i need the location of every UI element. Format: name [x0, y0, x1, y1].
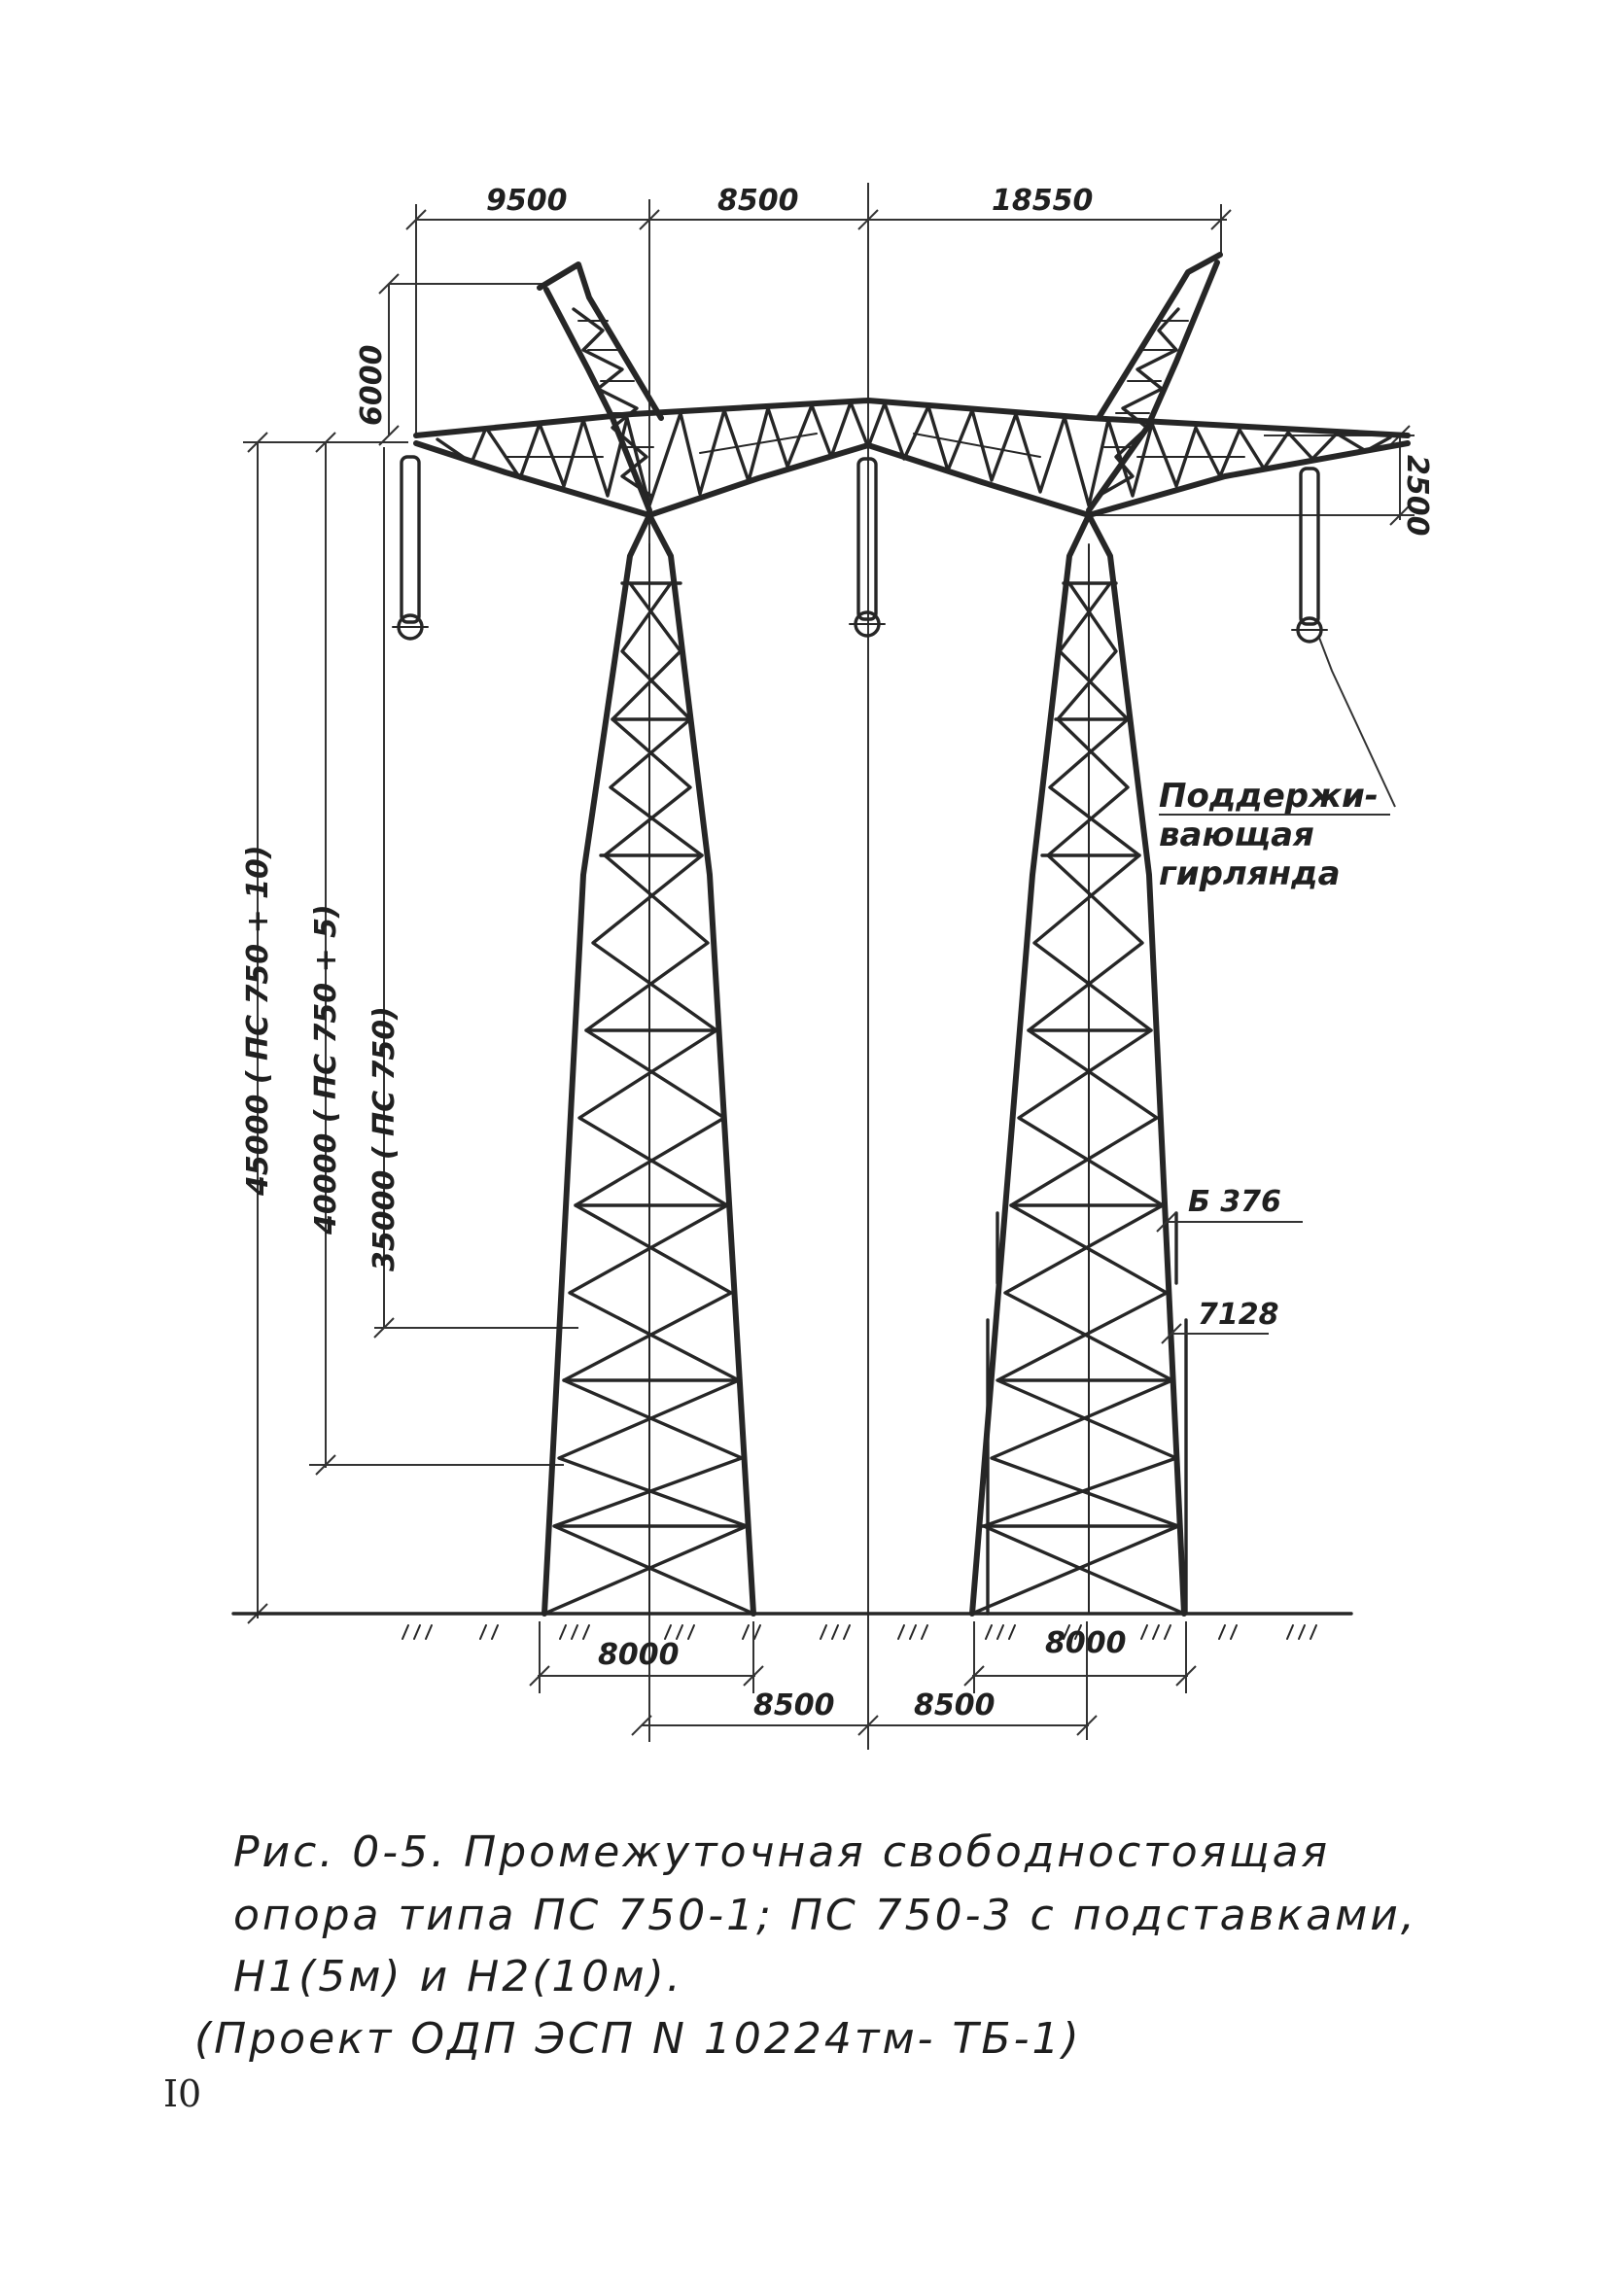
label-line-2: вающая	[1159, 816, 1314, 854]
dim-extension-2: 7128	[1198, 1298, 1279, 1332]
dim-height-45000: 45000 ( ПС 750 + 10)	[241, 845, 275, 1196]
caption-line-2: опора типа ПС 750-1; ПС 750-3 с подставками,	[233, 1891, 1417, 1940]
dim-top-span-2: 8500	[717, 184, 799, 218]
insulator-string-right	[1292, 469, 1395, 807]
page-number: I0	[163, 2072, 202, 2115]
insulator-string-left	[393, 457, 428, 639]
dim-base-offset-right: 8500	[914, 1688, 996, 1722]
dim-top-span-1: 9500	[486, 184, 568, 218]
ground-line	[233, 1614, 1351, 1639]
caption-line-4: (Проект ОДП ЭСП N 10224тм- ТБ-1)	[194, 2014, 1082, 2064]
dim-top-span-3: 18550	[992, 184, 1094, 218]
dim-crossarm-depth: 2500	[1400, 455, 1434, 537]
caption-line-3: Н1(5м) и Н2(10м).	[233, 1952, 683, 2001]
crossarm-beam	[416, 400, 1408, 515]
height-dimensions	[241, 433, 578, 1623]
dim-height-35000: 35000 ( ПС 750)	[367, 1006, 402, 1271]
left-tower	[540, 264, 753, 1614]
dim-extension-1: Б 376	[1188, 1185, 1281, 1219]
suspension-string-label	[1159, 777, 1390, 893]
dim-crossarm-rise: 6000	[355, 344, 389, 426]
dim-height-40000: 40000 ( ПС 750 + 5)	[309, 904, 343, 1235]
label-line-1: Поддержи-	[1159, 777, 1379, 816]
dim-base-offset-left: 8500	[753, 1688, 835, 1722]
label-line-3: гирлянда	[1159, 854, 1341, 893]
bottom-dimensions	[530, 1621, 1196, 1740]
crossarm-rise-dimension	[355, 274, 546, 445]
caption-line-1: Рис. 0-5. Промежуточная свободностоящая	[233, 1827, 1331, 1877]
right-tower	[972, 255, 1303, 1614]
dim-base-left: 8000	[598, 1638, 680, 1672]
dim-base-right: 8000	[1045, 1626, 1127, 1660]
